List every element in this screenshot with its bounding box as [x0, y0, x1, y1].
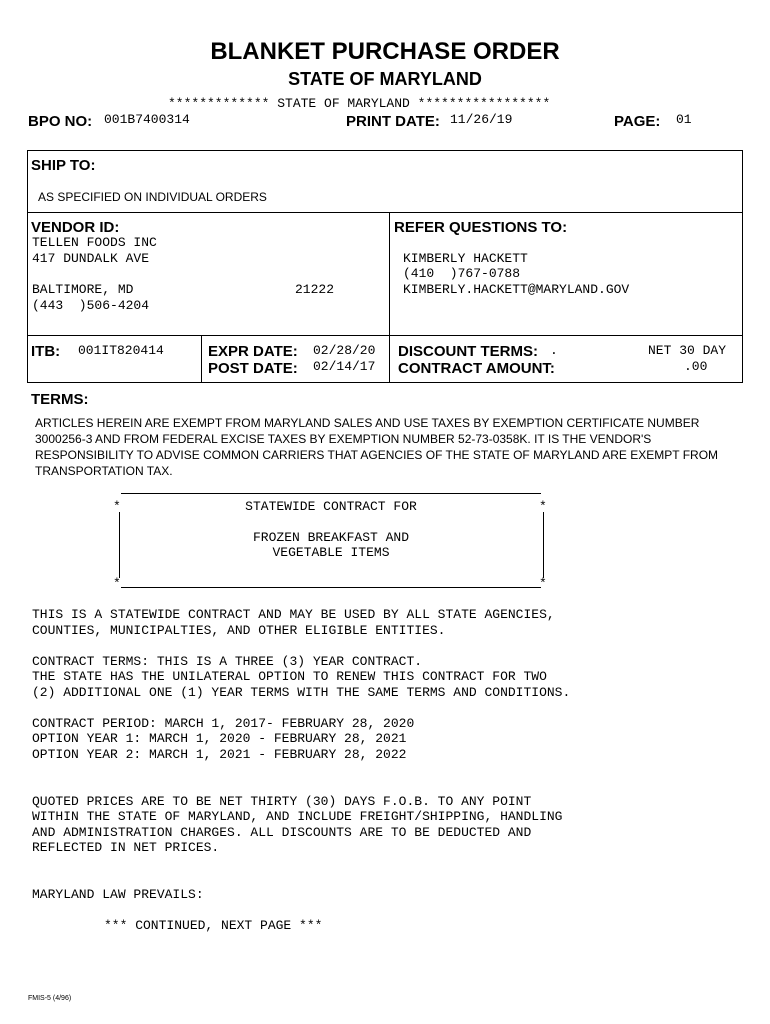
divider [201, 335, 202, 383]
document-subtitle: STATE OF MARYLAND [288, 69, 482, 89]
page-label: PAGE: [614, 113, 661, 130]
contract-box-top-rule [121, 493, 541, 494]
body-line: OPTION YEAR 2: MARCH 1, 2021 - FEBRUARY 28, 2022 [32, 747, 407, 762]
contract-amount-label: CONTRACT AMOUNT: [398, 360, 555, 377]
contact-phone: (410 )767-0788 [403, 266, 521, 281]
divider [389, 212, 390, 383]
vendor-name: TELLEN FOODS INC [32, 235, 157, 250]
vendor-city: BALTIMORE, MD [32, 282, 134, 297]
terms-text: ARTICLES HEREIN ARE EXEMPT FROM MARYLAND SALES AND USE TAXES BY EXEMPTION CERTIFICATE NUMBER 3000256-3 AND FROM FEDERAL EXCISE TAXES BY EXEMPTION NUMBER 52-73-0358K. IT IS THE VENDOR'S RESPONSIBILITY TO ADVISE COMMON CARRIERS THAT AGENCIES OF THE STATE OF MARYLAND ARE EXEMPT FROM TRANSPORTATION TAX. [35, 416, 719, 478]
continued-notice: *** CONTINUED, NEXT PAGE *** [104, 918, 323, 933]
discount-dot: . [550, 343, 558, 358]
terms-label: TERMS: [31, 391, 89, 408]
body-line: QUOTED PRICES ARE TO BE NET THIRTY (30) DAYS F.O.B. TO ANY POINT [32, 794, 532, 809]
contract-box-right-rule [543, 512, 544, 578]
expr-date-value: 02/28/20 [313, 343, 376, 358]
divider [27, 212, 743, 213]
contact-email: KIMBERLY.HACKETT@MARYLAND.GOV [403, 282, 630, 297]
document-title: BLANKET PURCHASE ORDER [210, 38, 560, 65]
refer-questions-label: REFER QUESTIONS TO: [394, 219, 568, 236]
contract-amount-value: .00 [684, 359, 708, 374]
corner-star: * [113, 576, 121, 591]
ship-to-label: SHIP TO: [31, 157, 96, 174]
body-line: CONTRACT PERIOD: MARCH 1, 2017- FEBRUARY 28, 2020 [32, 716, 415, 731]
discount-terms-value: NET 30 DAY [648, 343, 727, 358]
itb-label: ITB: [31, 343, 61, 360]
banner-line: ************* STATE OF MARYLAND ***************** [168, 96, 551, 111]
body-line: OPTION YEAR 1: MARCH 1, 2020 - FEBRUARY 28, 2021 [32, 731, 407, 746]
post-date-value: 02/14/17 [313, 359, 376, 374]
corner-star: * [113, 499, 121, 514]
body-line: WITHIN THE STATE OF MARYLAND, AND INCLUDE FREIGHT/SHIPPING, HANDLING [32, 809, 563, 824]
body-line: REFLECTED IN NET PRICES. [32, 840, 220, 855]
page-value: 01 [676, 112, 692, 127]
contract-box-line: FROZEN BREAKFAST AND [252, 530, 410, 545]
bpo-no-label: BPO NO: [28, 113, 93, 130]
corner-star: * [539, 499, 547, 514]
vendor-zip: 21222 [295, 282, 335, 297]
form-id: FMIS-5 (4/96) [28, 995, 72, 1002]
post-date-label: POST DATE: [208, 360, 298, 377]
contract-box-bottom-rule [121, 587, 541, 588]
bpo-no-value: 001B7400314 [104, 112, 190, 127]
vendor-phone: (443 )506-4204 [32, 298, 150, 313]
print-date-label: PRINT DATE: [346, 113, 440, 130]
expr-date-label: EXPR DATE: [208, 343, 298, 360]
contract-box-left-rule [119, 512, 120, 578]
contract-box-line: VEGETABLE ITEMS [272, 545, 390, 560]
body-line: MARYLAND LAW PREVAILS: [32, 887, 204, 902]
body-line: THE STATE HAS THE UNILATERAL OPTION TO RENEW THIS CONTRACT FOR TWO [32, 669, 547, 684]
discount-terms-label: DISCOUNT TERMS: [398, 343, 538, 360]
print-date-value: 11/26/19 [450, 112, 513, 127]
contact-name: KIMBERLY HACKETT [403, 251, 528, 266]
corner-star: * [539, 576, 547, 591]
ship-to-value: AS SPECIFIED ON INDIVIDUAL ORDERS [38, 190, 267, 204]
vendor-id-label: VENDOR ID: [31, 219, 120, 236]
contract-box-line: STATEWIDE CONTRACT FOR [245, 499, 417, 514]
divider [27, 335, 743, 336]
body-line: COUNTIES, MUNICIPALTIES, AND OTHER ELIGIBLE ENTITIES. [32, 623, 446, 638]
vendor-street: 417 DUNDALK AVE [32, 251, 150, 266]
body-line: (2) ADDITIONAL ONE (1) YEAR TERMS WITH THE SAME TERMS AND CONDITIONS. [32, 685, 571, 700]
body-line: THIS IS A STATEWIDE CONTRACT AND MAY BE USED BY ALL STATE AGENCIES, [32, 607, 555, 622]
body-line: CONTRACT TERMS: THIS IS A THREE (3) YEAR CONTRACT. [32, 654, 423, 669]
body-line: AND ADMINISTRATION CHARGES. ALL DISCOUNTS ARE TO BE DEDUCTED AND [32, 825, 532, 840]
itb-value: 001IT820414 [78, 343, 164, 358]
